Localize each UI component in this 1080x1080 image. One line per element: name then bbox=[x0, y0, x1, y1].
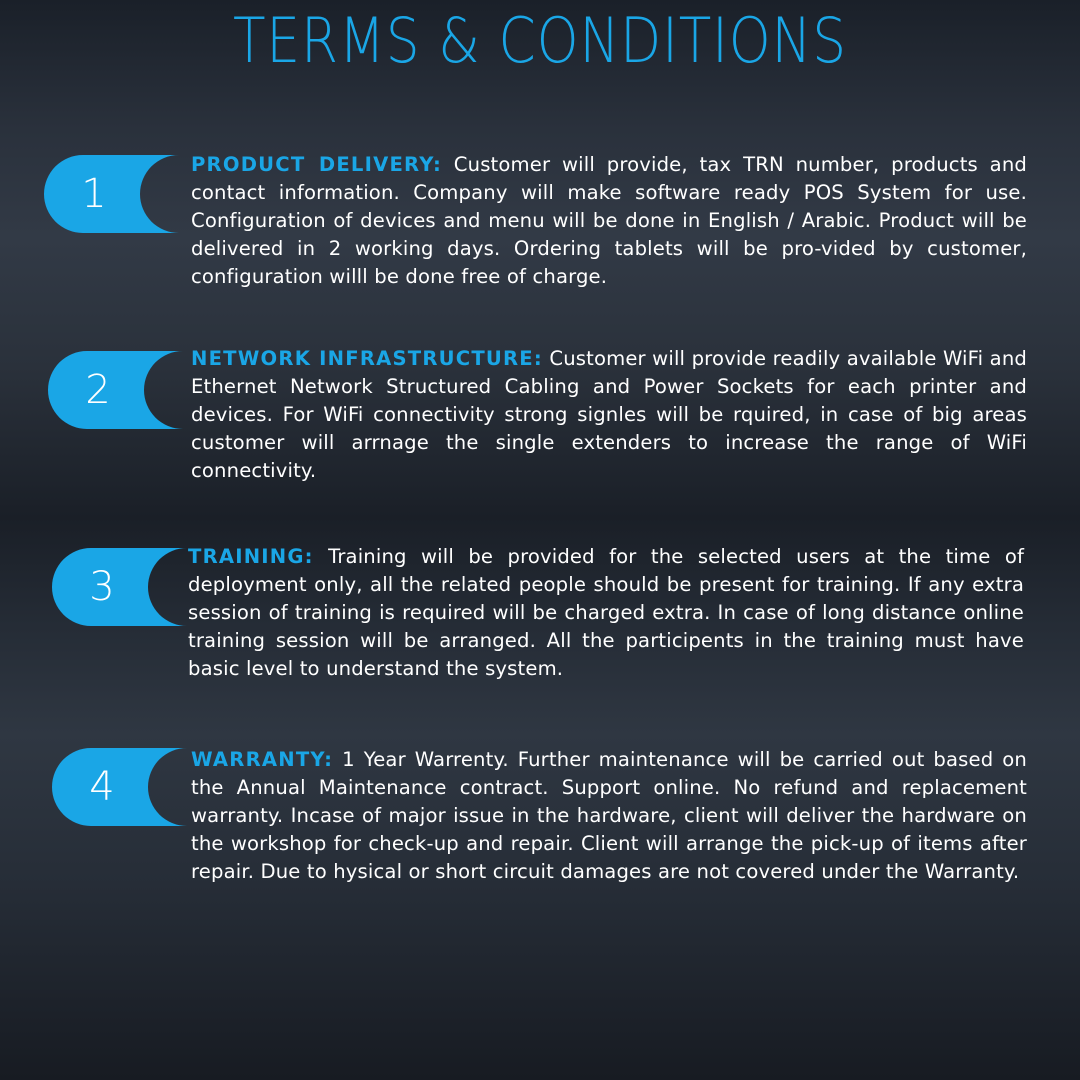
section-heading: WARRANTY: bbox=[191, 748, 334, 771]
number-badge bbox=[44, 155, 179, 233]
section-body: Training will be provided for the selected users at the time of deployment only, all the related people should be present for training. If any extra session of training is required will be charged extra. In case of long distance online training session will be arranged. All the participents in the training must have basic level to understand the system. bbox=[188, 545, 1024, 680]
section-number: 3 bbox=[89, 564, 115, 610]
section-body: Customer will provide readily available WiFi and Ethernet Network Structured Cabling and Power Sockets for each printer and devices. For WiFi connectivity strong signles will be rquired, in case of big areas customer will arrnage the single extenders to increase the range of WiFi connectivity. bbox=[191, 347, 1027, 482]
section-text bbox=[188, 543, 1024, 683]
section-text bbox=[191, 746, 1027, 886]
number-badge bbox=[48, 351, 183, 429]
section-heading: PRODUCT DELIVERY: bbox=[191, 153, 442, 176]
section-number: 4 bbox=[89, 764, 115, 810]
section-body: 1 Year Warrenty. Further maintenance will be carried out based on the Annual Maintenance contract. Support online. No refund and replacement warranty. Incase of major issue in the hardware, client will deliver the hardware on the workshop for check-up and repair. Client will arrange the pick-up of items after repair. Due to hysical or short circuit damages are not covered under the Warranty. bbox=[191, 748, 1027, 883]
section-heading: NETWORK INFRASTRUCTURE: bbox=[191, 347, 543, 370]
number-badge bbox=[52, 548, 187, 626]
section-number: 2 bbox=[85, 367, 111, 413]
section-heading: TRAINING: bbox=[188, 545, 314, 568]
page-title: TERMS & CONDITIONS bbox=[233, 4, 847, 77]
section-number: 1 bbox=[81, 171, 107, 217]
section-body: Customer will provide, tax TRN number, products and contact information. Company will make software ready POS System for use. Configuration of devices and menu will be done in English / Arabic. Product will be delivered in 2 working days. Ordering tablets will be pro-vided by customer, configuration willl be done free of charge. bbox=[191, 153, 1027, 288]
section-text bbox=[191, 151, 1027, 291]
section-text bbox=[191, 345, 1027, 485]
number-badge bbox=[52, 748, 187, 826]
